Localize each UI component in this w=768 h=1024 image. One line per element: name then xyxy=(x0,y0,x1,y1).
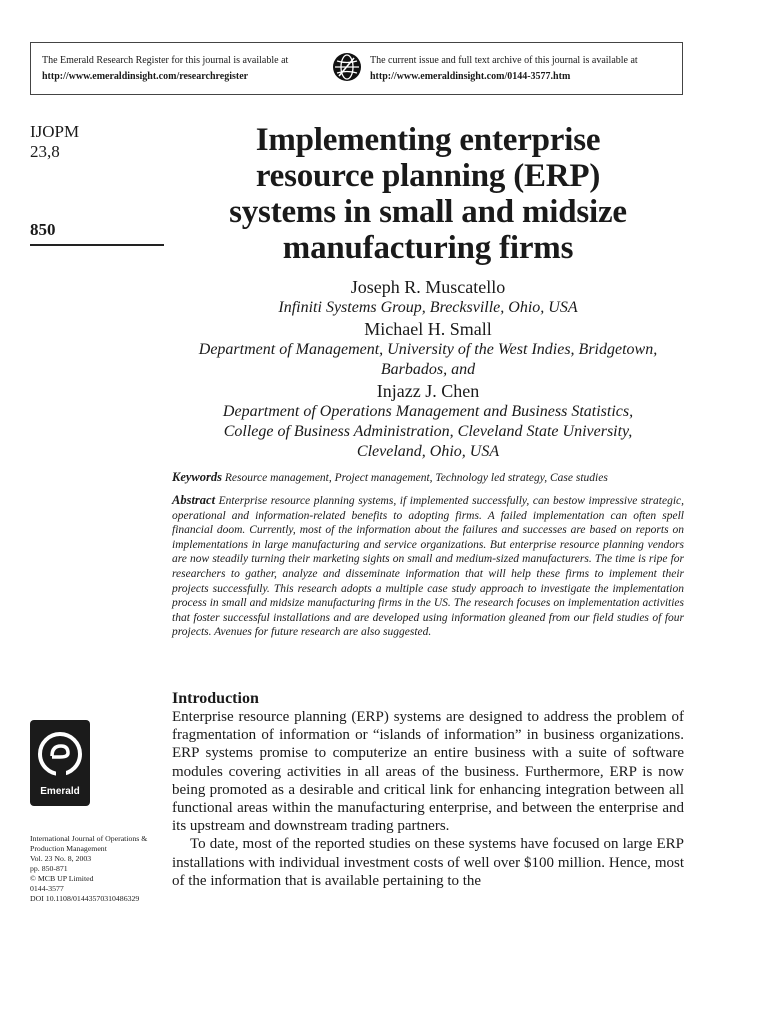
author-block xyxy=(160,276,696,462)
pubinfo-line: pp. 850-871 xyxy=(30,864,68,873)
pubinfo-line: Production Management xyxy=(30,844,107,853)
emerald-logo xyxy=(30,720,90,806)
emerald-swirl-icon xyxy=(30,722,90,786)
research-register-notice xyxy=(42,53,288,85)
keywords-text: Resource management, Project management, Technology led strategy, Case studies xyxy=(224,472,608,484)
author-affiliation: Department of Operations Management and Business Statistics, xyxy=(222,403,634,420)
journal-code xyxy=(30,122,79,162)
author-affiliation: Infiniti Systems Group, Brecksville, Ohio, USA xyxy=(278,299,578,316)
section-heading-introduction: Introduction xyxy=(172,690,259,707)
pubinfo-line: Vol. 23 No. 8, 2003 xyxy=(30,854,92,863)
abstract-text: Enterprise resource planning systems, if implemented successfully, can bestow impressive strategic, operational and information-related benefits to adopting firms. A failed implementation can often spell financial doom. Currently, most of the information about the failures and successes are based on reports on implementations in large manufacturing and service organizations. But enterprise resource planning vendors are now steadily turning their marketing sights on small and medium-sized manufacturers. The time is ripe for researchers to gather, analyze and disseminate information that will help these firms to implement their projects successfully. This research adopts a multiple case study approach to investigate the implementation process in small and midsize manufacturing firms in the US. The research focuses on implementation activities that foster successful installations and are developed using information gleaned from our field studies of four projects. Avenues for future research are also suggested. xyxy=(172,495,684,639)
header-box xyxy=(30,42,683,95)
author-name: Joseph R. Muscatello xyxy=(350,277,506,297)
article-title xyxy=(172,122,684,266)
title-line: Implementing enterprise xyxy=(255,122,601,158)
author-affiliation: Department of Management, University of the West Indies, Bridgetown, xyxy=(198,341,658,358)
research-register-text: The Emerald Research Register for this journal is available at xyxy=(42,55,289,66)
full-text-archive-notice xyxy=(370,53,638,85)
abstract-label: Abstract xyxy=(172,493,216,507)
journal-abbrev: IJOPM xyxy=(30,122,80,141)
page-number-rule xyxy=(30,244,164,246)
pubinfo-line: 0144-3577 xyxy=(30,884,64,893)
globe-icon xyxy=(332,52,362,82)
publication-info xyxy=(30,834,170,904)
introduction-body xyxy=(172,708,684,890)
author-affiliation: Cleveland, Ohio, USA xyxy=(356,443,500,460)
keywords-label: Keywords xyxy=(172,470,222,484)
research-register-link[interactable]: http://www.emeraldinsight.com/researchregister xyxy=(42,71,249,82)
title-line: systems in small and midsize xyxy=(229,194,627,230)
full-text-archive-link[interactable]: http://www.emeraldinsight.com/0144-3577.htm xyxy=(370,71,571,82)
emerald-logo-text: Emerald xyxy=(40,786,80,797)
title-line: resource planning (ERP) xyxy=(255,158,601,194)
pubinfo-line: International Journal of Operations & xyxy=(30,834,148,843)
pubinfo-line: DOI 10.1108/01443570310486329 xyxy=(30,894,140,903)
body-paragraph: Enterprise resource planning (ERP) systems are designed to address the problem of fragmentation of information or “islands of information” in business organizations. ERP systems promise to computerize an entire business with a suite of software modules covering activities in all areas of the business. Furthermore, ERP is now being promoted as a desirable and critical link for enhancing integration between all functional areas within the manufacturing enterprise, and between the enterprise and its upstream and downstream trading partners. xyxy=(172,709,684,835)
pubinfo-line: © MCB UP Limited xyxy=(30,874,94,883)
volume-issue: 23,8 xyxy=(30,142,60,161)
page-number: 850 xyxy=(30,220,56,239)
author-affiliation: College of Business Administration, Cleveland State University, xyxy=(223,423,633,440)
full-text-archive-text: The current issue and full text archive of this journal is available at xyxy=(370,55,638,66)
author-name: Michael H. Small xyxy=(364,319,492,339)
title-line: manufacturing firms xyxy=(282,230,574,266)
author-name: Injazz J. Chen xyxy=(376,381,480,401)
body-paragraph: To date, most of the reported studies on these systems have focused on large ERP installations with individual investment costs of well over $100 million. Hence, most of the information that is available pertaining to the xyxy=(172,836,684,889)
abstract xyxy=(172,493,684,640)
keywords xyxy=(172,470,684,486)
author-affiliation: Barbados, and xyxy=(380,361,476,378)
